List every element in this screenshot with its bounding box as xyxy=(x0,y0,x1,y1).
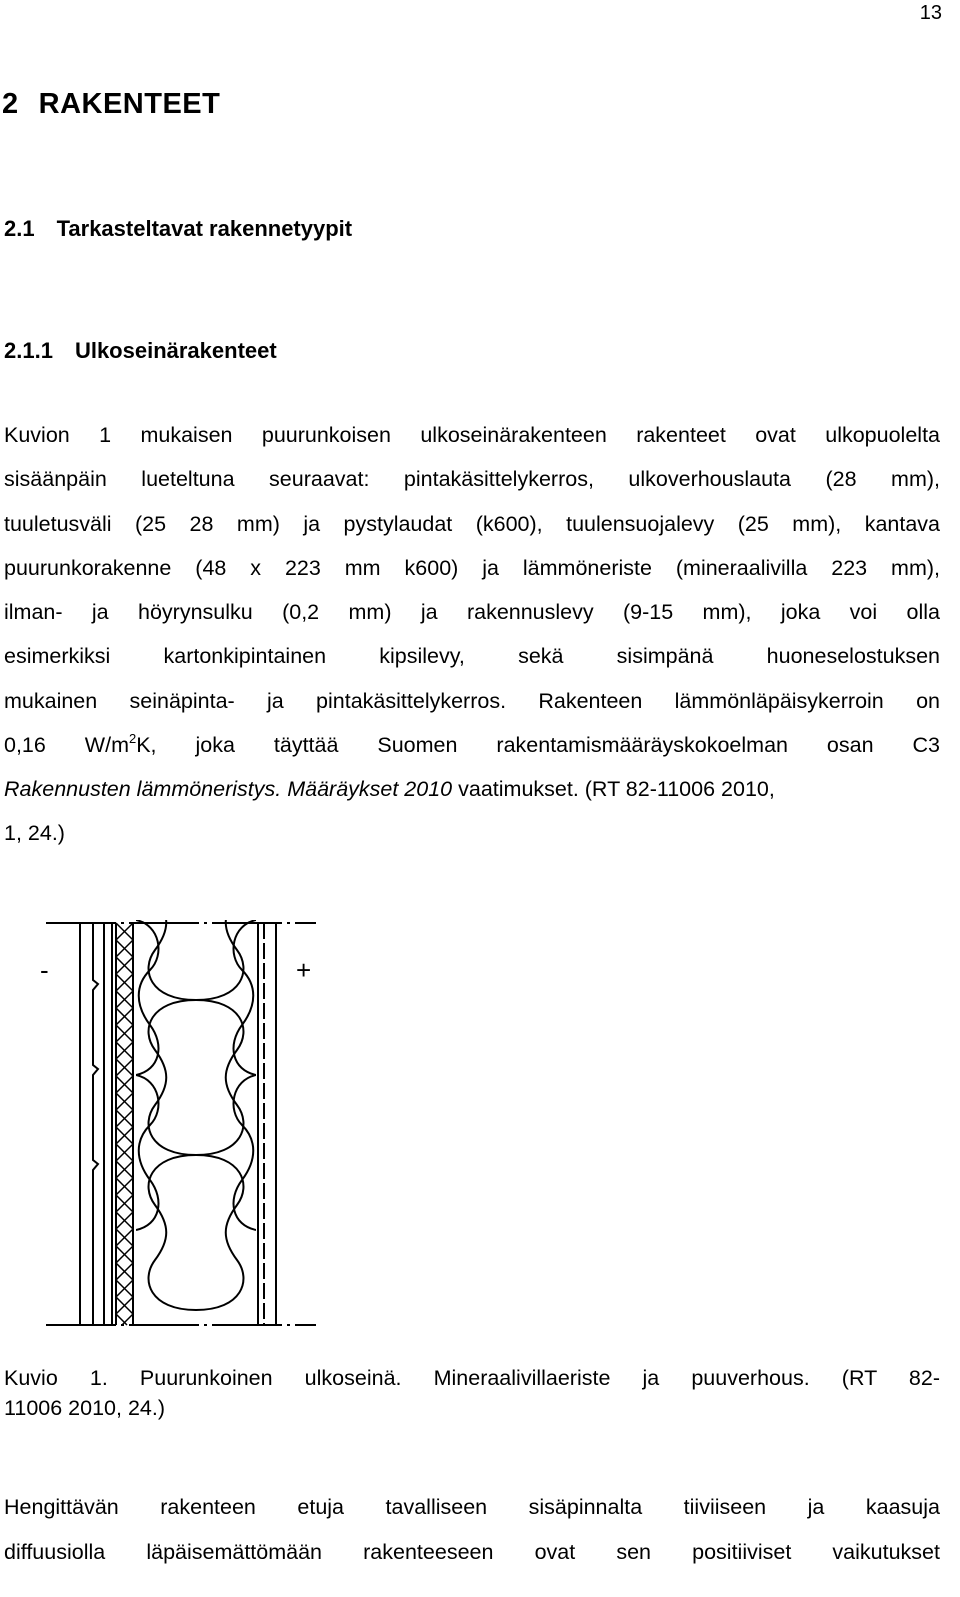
subsection-heading xyxy=(4,338,277,364)
paragraph-line: puurunkorakenne (48 x 223 mm k600) ja lämmöneriste (mineraalivilla 223 mm), xyxy=(4,556,940,580)
outside-minus-label: - xyxy=(40,955,49,985)
inside-plus-label: + xyxy=(296,955,312,985)
paragraph-line: Kuvion 1 mukaisen puurunkoisen ulkoseinärakenteen rakenteet ovat ulkopuolelta xyxy=(4,423,940,447)
chapter-heading xyxy=(2,88,220,121)
paragraph-line: 1, 24.) xyxy=(4,821,65,845)
caption-line: Kuvio 1. Puurunkoinen ulkoseinä. Mineraalivillaeriste ja puuverhous. (RT 82- xyxy=(4,1366,940,1390)
chapter-number: 2 xyxy=(2,88,19,120)
paragraph-line: mukainen seinäpinta- ja pintakäsittelykerros. Rakenteen lämmönläpäisykerroin on xyxy=(4,689,940,713)
subsection-number: 2.1.1 xyxy=(4,338,53,363)
paragraph-line: tuuletusväli (25 28 mm) ja pystylaudat (k600), tuulensuojalevy (25 mm), kantava xyxy=(4,512,940,536)
chapter-title: RAKENTEET xyxy=(38,88,221,120)
section-number: 2.1 xyxy=(4,216,35,241)
u-value-text: 0,16 W/m xyxy=(4,733,129,757)
paragraph-line: diffuusiolla läpäisemättömään rakenteeseen ovat sen positiiviset vaikutukset xyxy=(4,1540,940,1564)
paragraph-line xyxy=(4,777,940,802)
paragraph-line: esimerkiksi kartonkipintainen kipsilevy, sekä sisimpänä huoneselostuksen xyxy=(4,644,940,668)
caption-line: 11006 2010, 24.) xyxy=(4,1396,165,1420)
paragraph-line: ilman- ja höyrynsulku (0,2 mm) ja rakennuslevy (9-15 mm), joka voi olla xyxy=(4,600,940,624)
paragraph-line: Hengittävän rakenteen etuja tavalliseen sisäpinnalta tiiviiseen ja kaasuja xyxy=(4,1495,940,1519)
reference-title: Rakennusten lämmöneristys. Määräykset 2010 xyxy=(4,777,453,801)
section-title: Tarkasteltavat rakennetyypit xyxy=(56,216,353,241)
paragraph-line: sisäänpäin lueteltuna seuraavat: pintakäsittelykerros, ulkoverhouslauta (28 mm), xyxy=(4,467,940,491)
subsection-title: Ulkoseinärakenteet xyxy=(74,338,277,363)
wall-section-figure xyxy=(0,900,330,1340)
paragraph-line xyxy=(4,733,940,758)
paragraph-text: vaatimukset. (RT 82-11006 2010, xyxy=(452,777,775,801)
section-heading xyxy=(4,216,352,242)
superscript: 2 xyxy=(128,731,137,746)
page-number: 13 xyxy=(919,2,942,24)
paragraph-text: K, joka täyttää Suomen rakentamismääräyskokoelman osan C3 xyxy=(136,733,940,757)
